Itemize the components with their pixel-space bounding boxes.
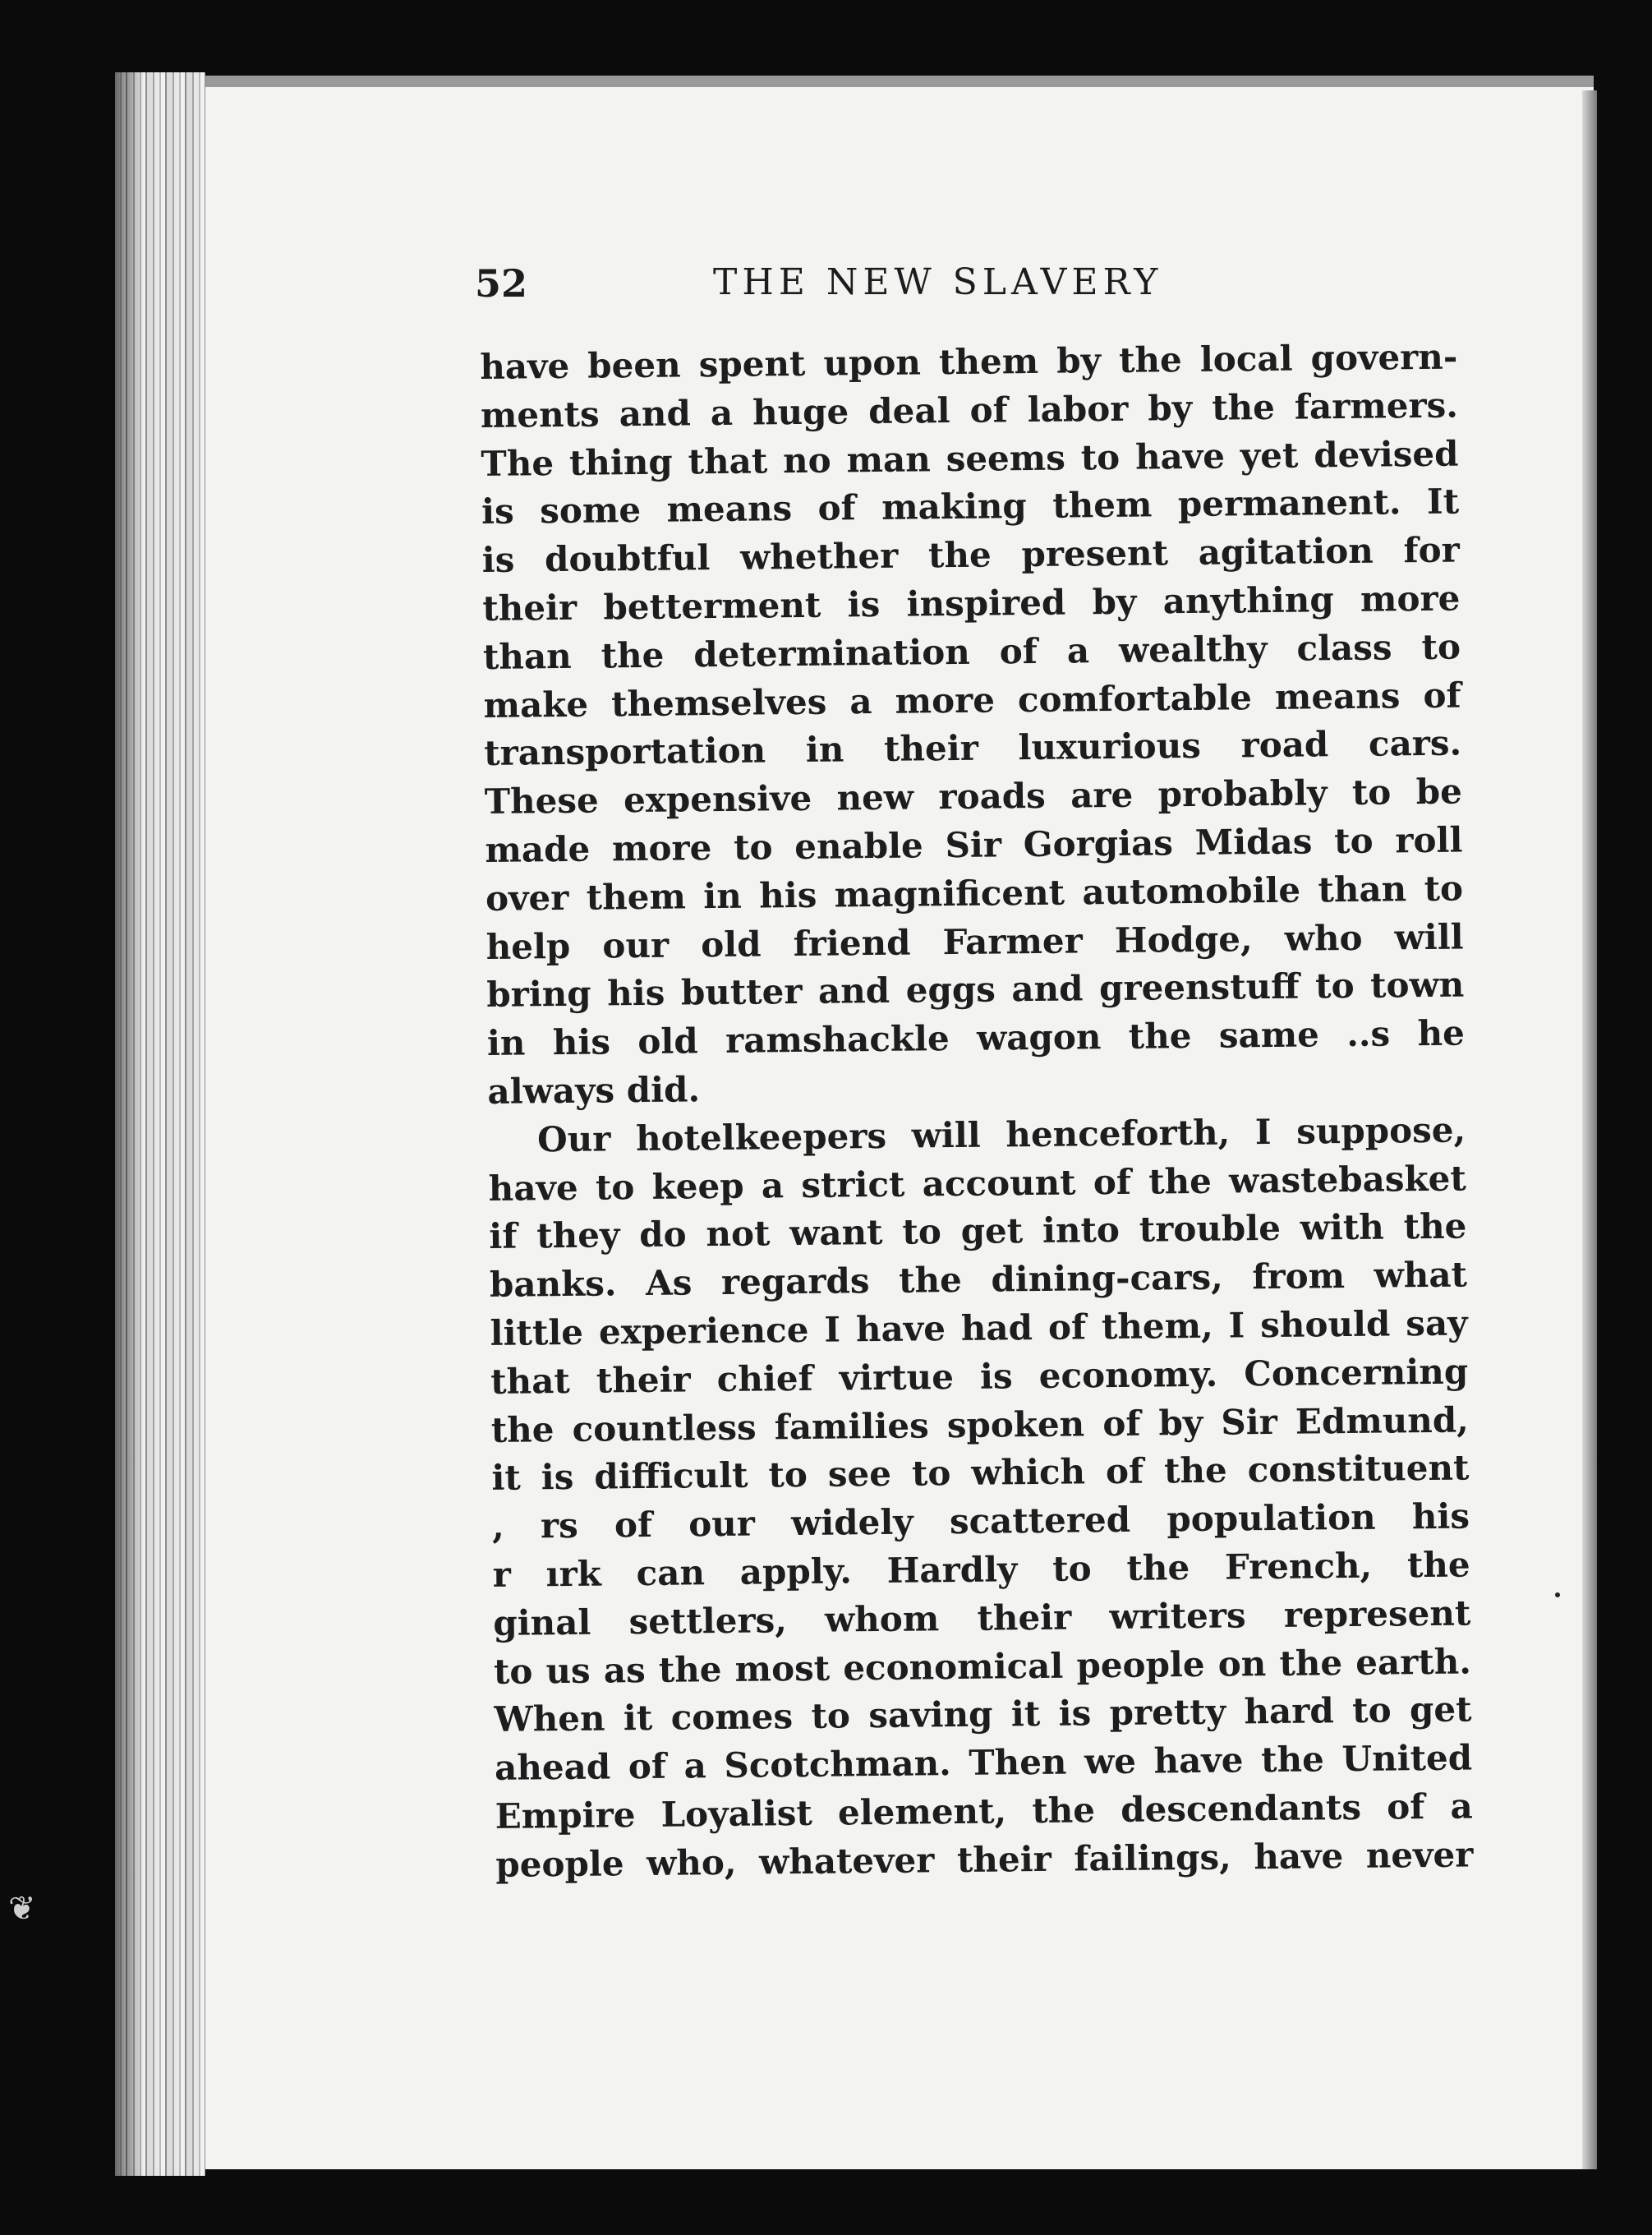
text-line: The thing that no man seems to have yet devised	[481, 433, 1459, 484]
page-header	[475, 261, 1231, 319]
text-line: over them in his magnificent automobile than to	[485, 868, 1464, 919]
text-line: always did.	[487, 1069, 701, 1112]
text-line: their betterment is inspired by anything more	[482, 578, 1461, 629]
text-line: made more to enable Sir Gorgias Midas to roll	[485, 819, 1463, 870]
text-line: if they do not want to get into trouble with the	[489, 1205, 1467, 1257]
body-text	[480, 334, 1474, 1890]
binding-shadow	[115, 72, 145, 2176]
text-line: make themselves a more comfortable means of	[483, 675, 1461, 726]
text-line: than the determination of a wealthy class to	[482, 626, 1461, 677]
text-line: ginal settlers, whom their writers represent	[493, 1592, 1471, 1643]
text-line: in his old ramshackle wagon the same ..s he	[486, 1012, 1466, 1064]
text-line: Empire Loyalist element, the descendants of a	[495, 1786, 1473, 1836]
text-line: transportation in their luxurious road cars.	[483, 722, 1462, 774]
text-line: These expensive new roads are probably to be	[484, 771, 1463, 823]
page-number: 52	[475, 261, 528, 306]
text-line: , rs of our widely scattered population his	[491, 1495, 1470, 1547]
text-line: ments and a huge deal of labor by the farmers.	[480, 385, 1459, 435]
text-line: to us as the most economical people on the earth.	[493, 1640, 1472, 1692]
text-line: When it comes to saving it is pretty hard to get	[494, 1689, 1472, 1740]
scan-dust-dot	[1555, 1592, 1560, 1597]
text-line: help our old friend Farmer Hodge, who will	[485, 916, 1464, 967]
text-line: have been spent upon them by the local govern-	[480, 336, 1458, 387]
text-line: bring his butter and eggs and greenstuff to town	[486, 964, 1465, 1016]
text-line: is doubtful whether the present agitation for	[481, 529, 1460, 581]
text-line: Our hotelkeepers will henceforth, I suppose,	[536, 1109, 1466, 1160]
page-right-edge	[1582, 90, 1597, 2169]
text-line: is some means of making them permanent. It	[481, 481, 1460, 532]
text-line: little experience I have had of them, I should say	[490, 1302, 1468, 1353]
text-line: that their chief virtue is economy. Concerning	[490, 1351, 1469, 1402]
scan-speck-mark: ❦	[8, 1890, 36, 1928]
running-head: THE NEW SLAVERY	[713, 261, 1163, 303]
text-line: people who, whatever their failings, have never	[495, 1834, 1474, 1885]
text-line: the countless families spoken of by Sir Edmund,	[490, 1399, 1470, 1450]
text-line: have to keep a strict account of the wastebasket	[488, 1158, 1466, 1209]
text-line: banks. As regards the dining-cars, from what	[489, 1254, 1468, 1306]
text-line: r ırk can apply. Hardly to the French, the	[492, 1544, 1470, 1595]
text-line: ahead of a Scotchman. Then we have the United	[494, 1737, 1473, 1789]
text-line: it is difficult to see to which of the constituent	[491, 1447, 1470, 1499]
